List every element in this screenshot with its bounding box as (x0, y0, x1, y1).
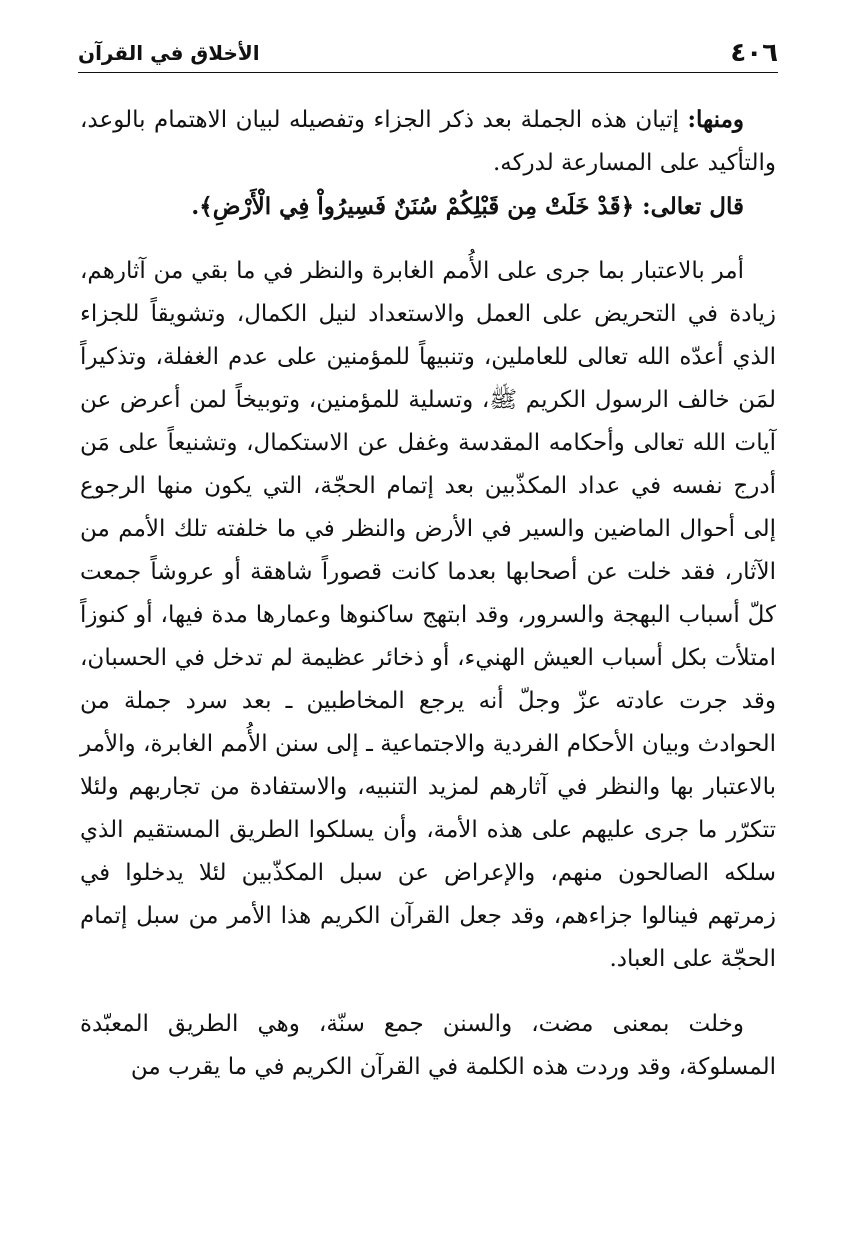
verse-lead: قال تعالى: (642, 193, 744, 220)
paragraph-2: أمر بالاعتبار بما جرى على الأُمم الغابرة والنظر في ما بقي من آثارهم، زيادة في التحريض على العمل والاستعداد لنيل الكمال، وتشويقاً للجزاء الذي أعدّه الله تعالى للعاملين، وتنبيهاً للمؤمنين على عدم الغفلة، وتذكيراً لمَن خالف الرسول الكريم ﷺ، وتسلية للمؤمنين، وتوبيخاً لمن أعرض عن آيات الله تعالى وأحكامه المقدسة وغفل عن الاستكمال، وتشنيعاً على مَن أدرج نفسه في عداد المكذّبين بعد إتمام الحجّة، التي يكون منها الرجوع إلى أحوال الماضين والسير في الأرض والنظر في ما خلفته تلك الأمم من الآثار، فقد خلت عن أصحابها بعدما كانت قصوراً شاهقة أو عروشاً جمعت كلّ أسباب البهجة والسرور، وقد ابتهج ساكنوها وعمارها مدة فيها، أو كنوزاً امتلأت بكل أسباب العيش الهنيء، أو ذخائر عظيمة لم تدخل في الحسبان، وقد جرت عادته عزّ وجلّ أنه يرجع المخاطبين ـ بعد سرد جملة من الحوادث وبيان الأحكام الفردية والاجتماعية ـ إلى سنن الأُمم الغابرة، والأمر بالاعتبار بها والنظر في آثارهم لمزيد التنبيه، والاستفادة من تجاربهم ولئلا تتكرّر ما جرى عليهم على هذه الأمة، وأن يسلكوا الطريق المستقيم الذي سلكه الصالحون منهم، والإعراض عن سبل المكذّبين لئلا يدخلوا في زمرتهم فينالوا جزاءهم، وقد جعل القرآن الكريم هذا الأمر من سبل إتمام الحجّة على العباد. (80, 258, 776, 972)
header-divider (78, 72, 778, 73)
page-header (78, 36, 778, 70)
paragraph-1-lead: ومنها: (687, 106, 744, 133)
paragraph-3: وخلت بمعنى مضت، والسنن جمع سنّة، وهي الطريق المعبّدة المسلوكة، وقد وردت هذه الكلمة في القرآن الكريم في ما يقرب من (80, 1011, 776, 1080)
paragraph-1 (80, 98, 776, 185)
verse-text: ﴿قَدْ خَلَتْ مِن قَبْلِكُمْ سُنَنٌ فَسِيرُواْ فِي الْأَرْضِ﴾. (191, 193, 643, 220)
page-body (80, 98, 776, 1089)
page-number: ٤٠٦ (730, 38, 778, 68)
running-title: الأخلاق في القرآن (78, 41, 260, 65)
verse-line (80, 185, 776, 228)
paragraph-1-text: إتيان هذه الجملة بعد ذكر الجزاء وتفصيله لبيان الاهتمام بالوعد، والتأكيد على المسارعة لدركه. (80, 107, 776, 176)
